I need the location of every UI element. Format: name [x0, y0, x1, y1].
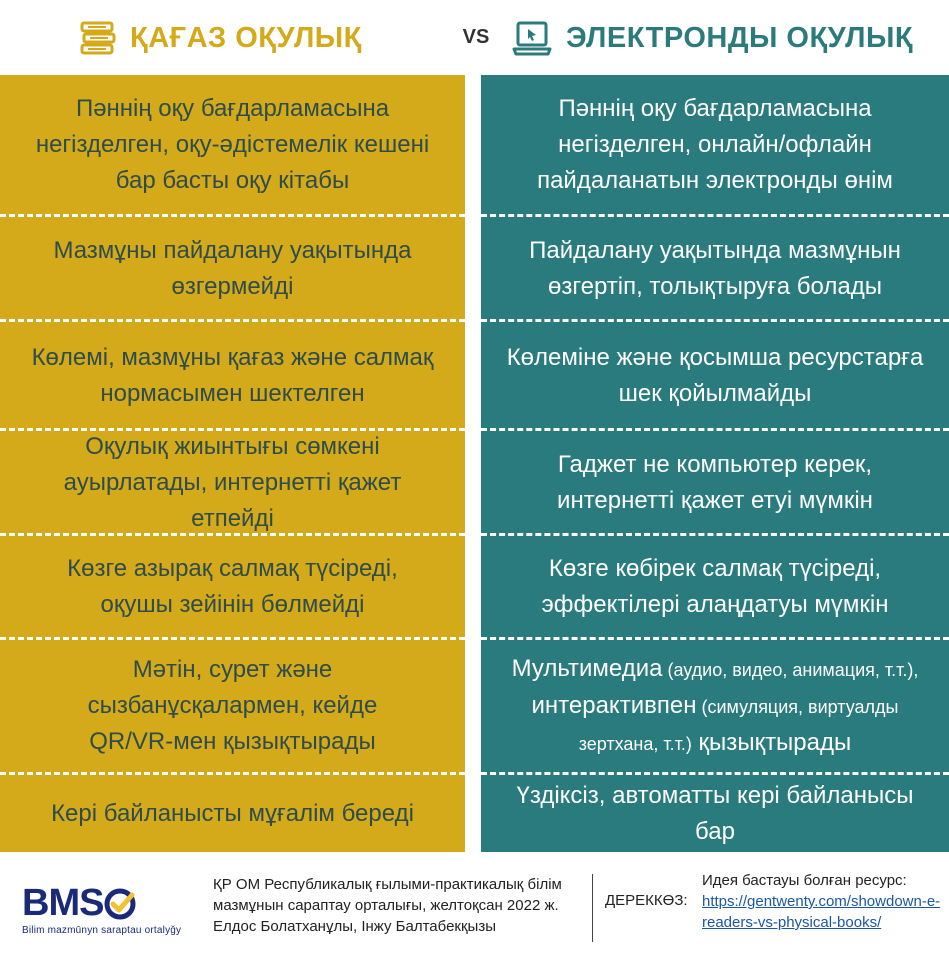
electronic-row-text: Пайдалану уақытында мазмұнын өзгертіп, толықтыруға болады [529, 236, 901, 300]
footer [0, 852, 949, 960]
electronic-row-text: Пәннің оқу бағдарламасына негізделген, онлайн/офлайн пайдаланатын электронды өнім [537, 95, 893, 194]
electronic-textbook-title: ЭЛЕКТРОНДЫ ОҚУЛЫҚ [566, 21, 914, 54]
electronic-row-text [512, 651, 919, 762]
paper-row-7 [0, 775, 465, 852]
engages-text: қызықтырады [691, 728, 852, 756]
paper-row-text: Мәтін, сурет және сызбанұсқалармен, кейде QR/VR-мен қызықтырады [87, 656, 378, 755]
electronic-textbook-heading [512, 14, 913, 62]
electronic-row-3 [481, 322, 949, 429]
paper-row-2 [0, 217, 465, 320]
interactive-line [512, 688, 919, 725]
paper-row-text: Көзге азырақ салмақ түсіреді, оқушы зейінін бөлмейді [67, 555, 398, 618]
electronic-textbook-column [481, 75, 949, 852]
paper-row-text: Мазмұны пайдалану уақытында өзгермейді [53, 236, 412, 300]
electronic-row-text: Көзге көбірек салмақ түсіреді, эффектілері алаңдатуы мүмкін [541, 555, 889, 618]
paper-row-3 [0, 322, 465, 429]
logo-subtitle: Bilim mazmūnyn saraptau ortalyğy [22, 925, 182, 936]
paper-row-text: Көлемі, мазмұны қағаз және салмақ нормасымен шектелген [31, 343, 434, 407]
interactive-examples: (симуляция, виртуалды [696, 696, 899, 717]
footer-separator [592, 874, 593, 942]
laptop-icon [512, 19, 552, 57]
checkmark-circle-icon [104, 888, 136, 920]
interactive-term: интерактивпен [531, 691, 697, 719]
resource-block [702, 870, 942, 933]
paper-row-4 [0, 431, 465, 534]
electronic-row-2 [481, 217, 949, 320]
lab-examples: зертхана, т.т.) [578, 733, 692, 754]
multimedia-term: Мультимедиа [511, 654, 663, 682]
paper-textbook-heading [80, 14, 362, 62]
electronic-row-1 [481, 75, 949, 215]
lab-line [512, 725, 919, 762]
paper-textbook-title: ҚАҒАЗ ОҚУЛЫҚ [130, 21, 362, 54]
electronic-row-7 [481, 775, 949, 852]
paper-textbook-column [0, 75, 465, 852]
bmso-logo [22, 882, 192, 938]
electronic-row-4 [481, 431, 949, 534]
electronic-row-6 [481, 640, 949, 772]
electronic-row-text: Үздіксіз, автоматты кері байланысы бар [516, 781, 914, 845]
paper-row-text: Оқулық жиынтығы сөмкені ауырлатады, интернетті қажет етпейді [63, 432, 402, 532]
source-label: ДЕРЕККӨЗ: [605, 892, 688, 909]
electronic-row-text: Гаджет не компьютер керек, интернетті қажет етуі мүмкін [557, 450, 873, 514]
header [0, 0, 949, 75]
resource-title: Идея бастауы болған ресурс: [702, 872, 907, 889]
electronic-row-5 [481, 536, 949, 638]
paper-row-text: Пәннің оқу бағдарламасына негізделген, оқу-әдістемелік кешені бар басты оқу кітабы [35, 95, 430, 194]
logo-wordmark [22, 882, 192, 925]
paper-row-1 [0, 75, 465, 215]
resource-link[interactable]: https://gentwenty.com/showdown-e-readers-vs-physical-books/ [702, 893, 941, 931]
books-icon [80, 19, 116, 57]
multimedia-line [512, 651, 919, 688]
paper-row-6 [0, 640, 465, 772]
footer-info: ҚР ОМ Республикалық ғылыми-практикалық білім мазмұнын сараптау орталығы, желтоқсан 2022 ж. Елдос Болатханұлы, Інжу Балтабекқызы [213, 876, 562, 935]
logo-letters: BMS [22, 882, 104, 924]
vs-label: VS [462, 26, 490, 48]
multimedia-examples: (аудио, видео, анимация, т.т.), [662, 659, 919, 680]
paper-row-text: Кері байланысты мұғалім береді [51, 799, 414, 827]
paper-row-5 [0, 536, 465, 638]
electronic-row-text: Көлеміне және қосымша ресурстарға шек қойылмайды [506, 343, 924, 407]
